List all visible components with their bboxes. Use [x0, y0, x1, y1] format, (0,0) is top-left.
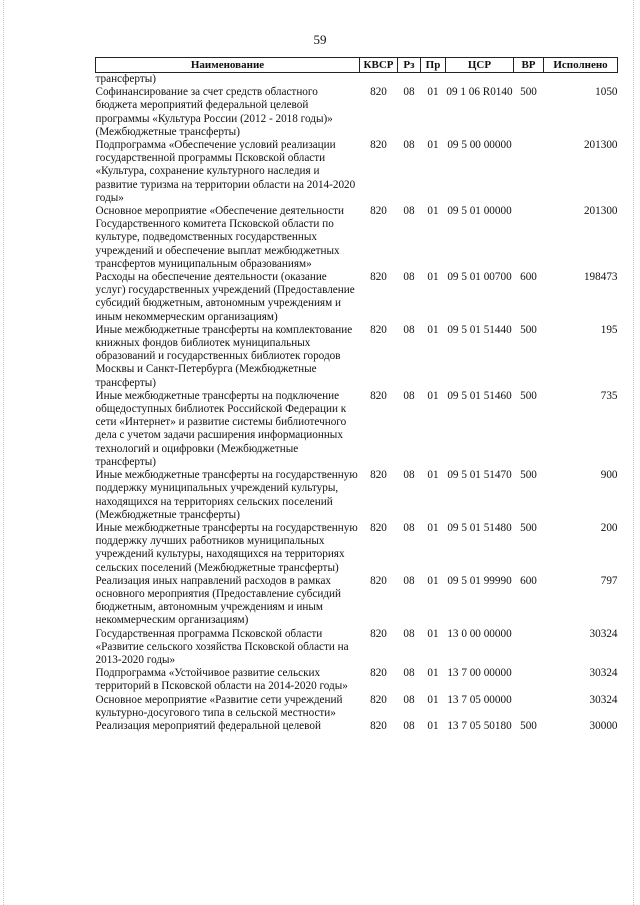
- row-vr: 500: [520, 389, 537, 402]
- row-rz: 08: [403, 205, 415, 218]
- row-pr: 01: [427, 521, 439, 534]
- row-amount: 900: [600, 469, 618, 482]
- row-rz: 08: [403, 574, 415, 587]
- row-name: Иные межбюджетные трансферты на государственную поддержку лучших работников муниципальных учреждений культуры, находящихся на территориях сельских поселений (Межбюджетные трансферты): [95, 521, 358, 574]
- row-amount: 195: [600, 323, 618, 336]
- header-pr: Пр: [421, 58, 446, 73]
- header-csr: ЦСР: [446, 58, 514, 73]
- row-csr: 09 5 01 00000: [447, 205, 512, 218]
- row-name: Софинансирование за счет средств областного бюджета мероприятий федеральной целевой программы «Культура России (2012 - 2018 годы)» (Межбюджетные трансферты): [95, 86, 333, 138]
- row-amount: 30324: [589, 667, 618, 680]
- table-row: [96, 720, 618, 733]
- row-csr: 09 5 01 51440: [447, 323, 512, 336]
- row-csr: 09 1 06 R0140: [446, 86, 513, 99]
- row-kvsr: 820: [370, 574, 387, 587]
- row-kvsr: 820: [370, 469, 387, 482]
- row-kvsr: 820: [370, 627, 387, 640]
- row-rz: 08: [403, 271, 415, 284]
- row-amount: 735: [600, 389, 618, 402]
- table-row: [96, 86, 618, 139]
- table-row: [96, 694, 618, 720]
- table-row: [96, 522, 618, 575]
- row-name: Иные межбюджетные трансферты на подключение общедоступных библиотек Российской Федерации к сети «Интернет» и развитие системы библиотечного дела с учетом задачи расширения информационных технологий и оцифровки (Межбюджетные трансферты): [95, 389, 347, 468]
- table-header-row: [96, 58, 618, 73]
- row-kvsr: 820: [370, 667, 387, 680]
- table-row: [96, 139, 618, 205]
- row-kvsr: 820: [370, 719, 387, 732]
- row-pr: 01: [427, 627, 439, 640]
- row-name: Иные межбюджетные трансферты на комплектование книжных фондов библиотек муниципальных образований и государственных библиотек городов Москвы и Санкт-Петербурга (Межбюджетные трансферты): [95, 323, 353, 389]
- continuation-text: трансферты): [95, 73, 156, 85]
- row-name: Подпрограмма «Устойчивое развитие сельских территорий в Псковской области на 2014-2020 годы»: [95, 667, 348, 693]
- row-rz: 08: [403, 139, 415, 152]
- row-csr: 13 7 00 00000: [447, 667, 512, 680]
- row-amount: 200: [600, 521, 618, 534]
- row-vr: [514, 139, 544, 205]
- row-kvsr: 820: [370, 86, 387, 99]
- row-csr: 13 0 00 00000: [447, 627, 512, 640]
- row-csr: 13 7 05 50180: [447, 719, 512, 732]
- row-rz: 08: [403, 627, 415, 640]
- row-name: Подпрограмма «Обеспечение условий реализации государственной программы Псковской области «Культура, сохранение культурного наследия и развитие туризма на территории области на 2014-2020 годы»: [95, 139, 356, 204]
- row-pr: 01: [427, 86, 439, 99]
- row-name: Государственная программа Псковской области «Развитие сельского хозяйства Псковской области на 2013-2020 годы»: [95, 627, 349, 666]
- row-amount: 201300: [583, 139, 618, 152]
- row-name: Иные межбюджетные трансферты на государственную поддержку муниципальных учреждений культуры, находящихся на территориях сельских поселений (Межбюджетные трансферты): [95, 469, 358, 521]
- page-number: 59: [313, 32, 327, 47]
- table-row: [96, 205, 618, 271]
- continuation-row: [96, 73, 618, 87]
- row-rz: 08: [403, 323, 415, 336]
- row-vr: [514, 667, 544, 693]
- row-pr: 01: [427, 719, 439, 732]
- header-rz: Рз: [398, 58, 421, 73]
- table-row: [96, 575, 618, 628]
- row-vr: [514, 694, 544, 720]
- row-vr: 500: [520, 521, 537, 534]
- row-amount: 30324: [589, 693, 618, 706]
- row-csr: 09 5 01 51470: [447, 469, 512, 482]
- row-amount: 797: [600, 574, 618, 587]
- row-rz: 08: [403, 521, 415, 534]
- table-row: [96, 469, 618, 522]
- row-pr: 01: [427, 323, 439, 336]
- row-pr: 01: [427, 139, 439, 152]
- row-vr: 600: [520, 271, 537, 284]
- row-kvsr: 820: [370, 389, 387, 402]
- row-csr: 09 5 01 51480: [447, 521, 512, 534]
- row-name: Основное мероприятие «Развитие сети учреждений культурно-досугового типа в сельской местности»: [95, 693, 343, 719]
- row-pr: 01: [427, 693, 439, 706]
- row-pr: 01: [427, 574, 439, 587]
- row-amount: 201300: [583, 205, 618, 218]
- table-row: [96, 271, 618, 324]
- header-vr: ВР: [514, 58, 544, 73]
- header-name: Наименование: [96, 58, 360, 73]
- row-vr: 500: [520, 86, 537, 99]
- row-csr: 13 7 05 00000: [447, 693, 512, 706]
- row-pr: 01: [427, 271, 439, 284]
- row-rz: 08: [403, 693, 415, 706]
- row-csr: 09 5 00 00000: [447, 139, 512, 152]
- table-row: [96, 628, 618, 668]
- row-vr: 600: [520, 574, 537, 587]
- row-kvsr: 820: [370, 205, 387, 218]
- row-pr: 01: [427, 469, 439, 482]
- header-amount: Исполнено: [544, 58, 618, 73]
- row-rz: 08: [403, 719, 415, 732]
- row-kvsr: 820: [370, 271, 387, 284]
- table-row: [96, 390, 618, 469]
- row-vr: 500: [520, 323, 537, 336]
- row-vr: [514, 205, 544, 271]
- row-name: Реализация мероприятий федеральной целевой: [95, 719, 321, 732]
- row-pr: 01: [427, 205, 439, 218]
- budget-table: [95, 57, 618, 733]
- row-csr: 09 5 01 99990: [447, 574, 512, 587]
- row-amount: 1050: [595, 86, 618, 99]
- row-pr: 01: [427, 389, 439, 402]
- row-vr: [514, 628, 544, 668]
- table-row: [96, 324, 618, 390]
- scan-edge-left: [3, 0, 5, 905]
- row-csr: 09 5 01 00700: [447, 271, 512, 284]
- table-row: [96, 667, 618, 693]
- scan-edge-right: [633, 0, 635, 905]
- row-kvsr: 820: [370, 693, 387, 706]
- row-kvsr: 820: [370, 521, 387, 534]
- row-amount: 198473: [583, 271, 618, 284]
- row-pr: 01: [427, 667, 439, 680]
- row-vr: 500: [520, 719, 537, 732]
- row-rz: 08: [403, 389, 415, 402]
- row-name: Реализация иных направлений расходов в рамках основного мероприятия (Предоставление субсидий бюджетным, автономным учреждениям и иным некоммерческим организациям): [95, 574, 341, 627]
- row-name: Основное мероприятие «Обеспечение деятельности Государственного комитета Псковской области по культуре, подведомственных государственных учреждений и обеспечение выплат межбюджетных трансфертов муниципальным образованиям»: [95, 205, 344, 270]
- row-name: Расходы на обеспечение деятельности (оказание услуг) государственных учреждений (Предоставление субсидий бюджетным, автономным учреждениям и иным некоммерческим организациям): [95, 271, 355, 323]
- row-rz: 08: [403, 86, 415, 99]
- row-amount: 30324: [589, 627, 618, 640]
- row-csr: 09 5 01 51460: [447, 389, 512, 402]
- row-kvsr: 820: [370, 323, 387, 336]
- row-vr: 500: [520, 469, 537, 482]
- row-amount: 30000: [589, 719, 618, 732]
- header-kvsr: КВСР: [360, 58, 398, 73]
- row-rz: 08: [403, 469, 415, 482]
- row-rz: 08: [403, 667, 415, 680]
- row-kvsr: 820: [370, 139, 387, 152]
